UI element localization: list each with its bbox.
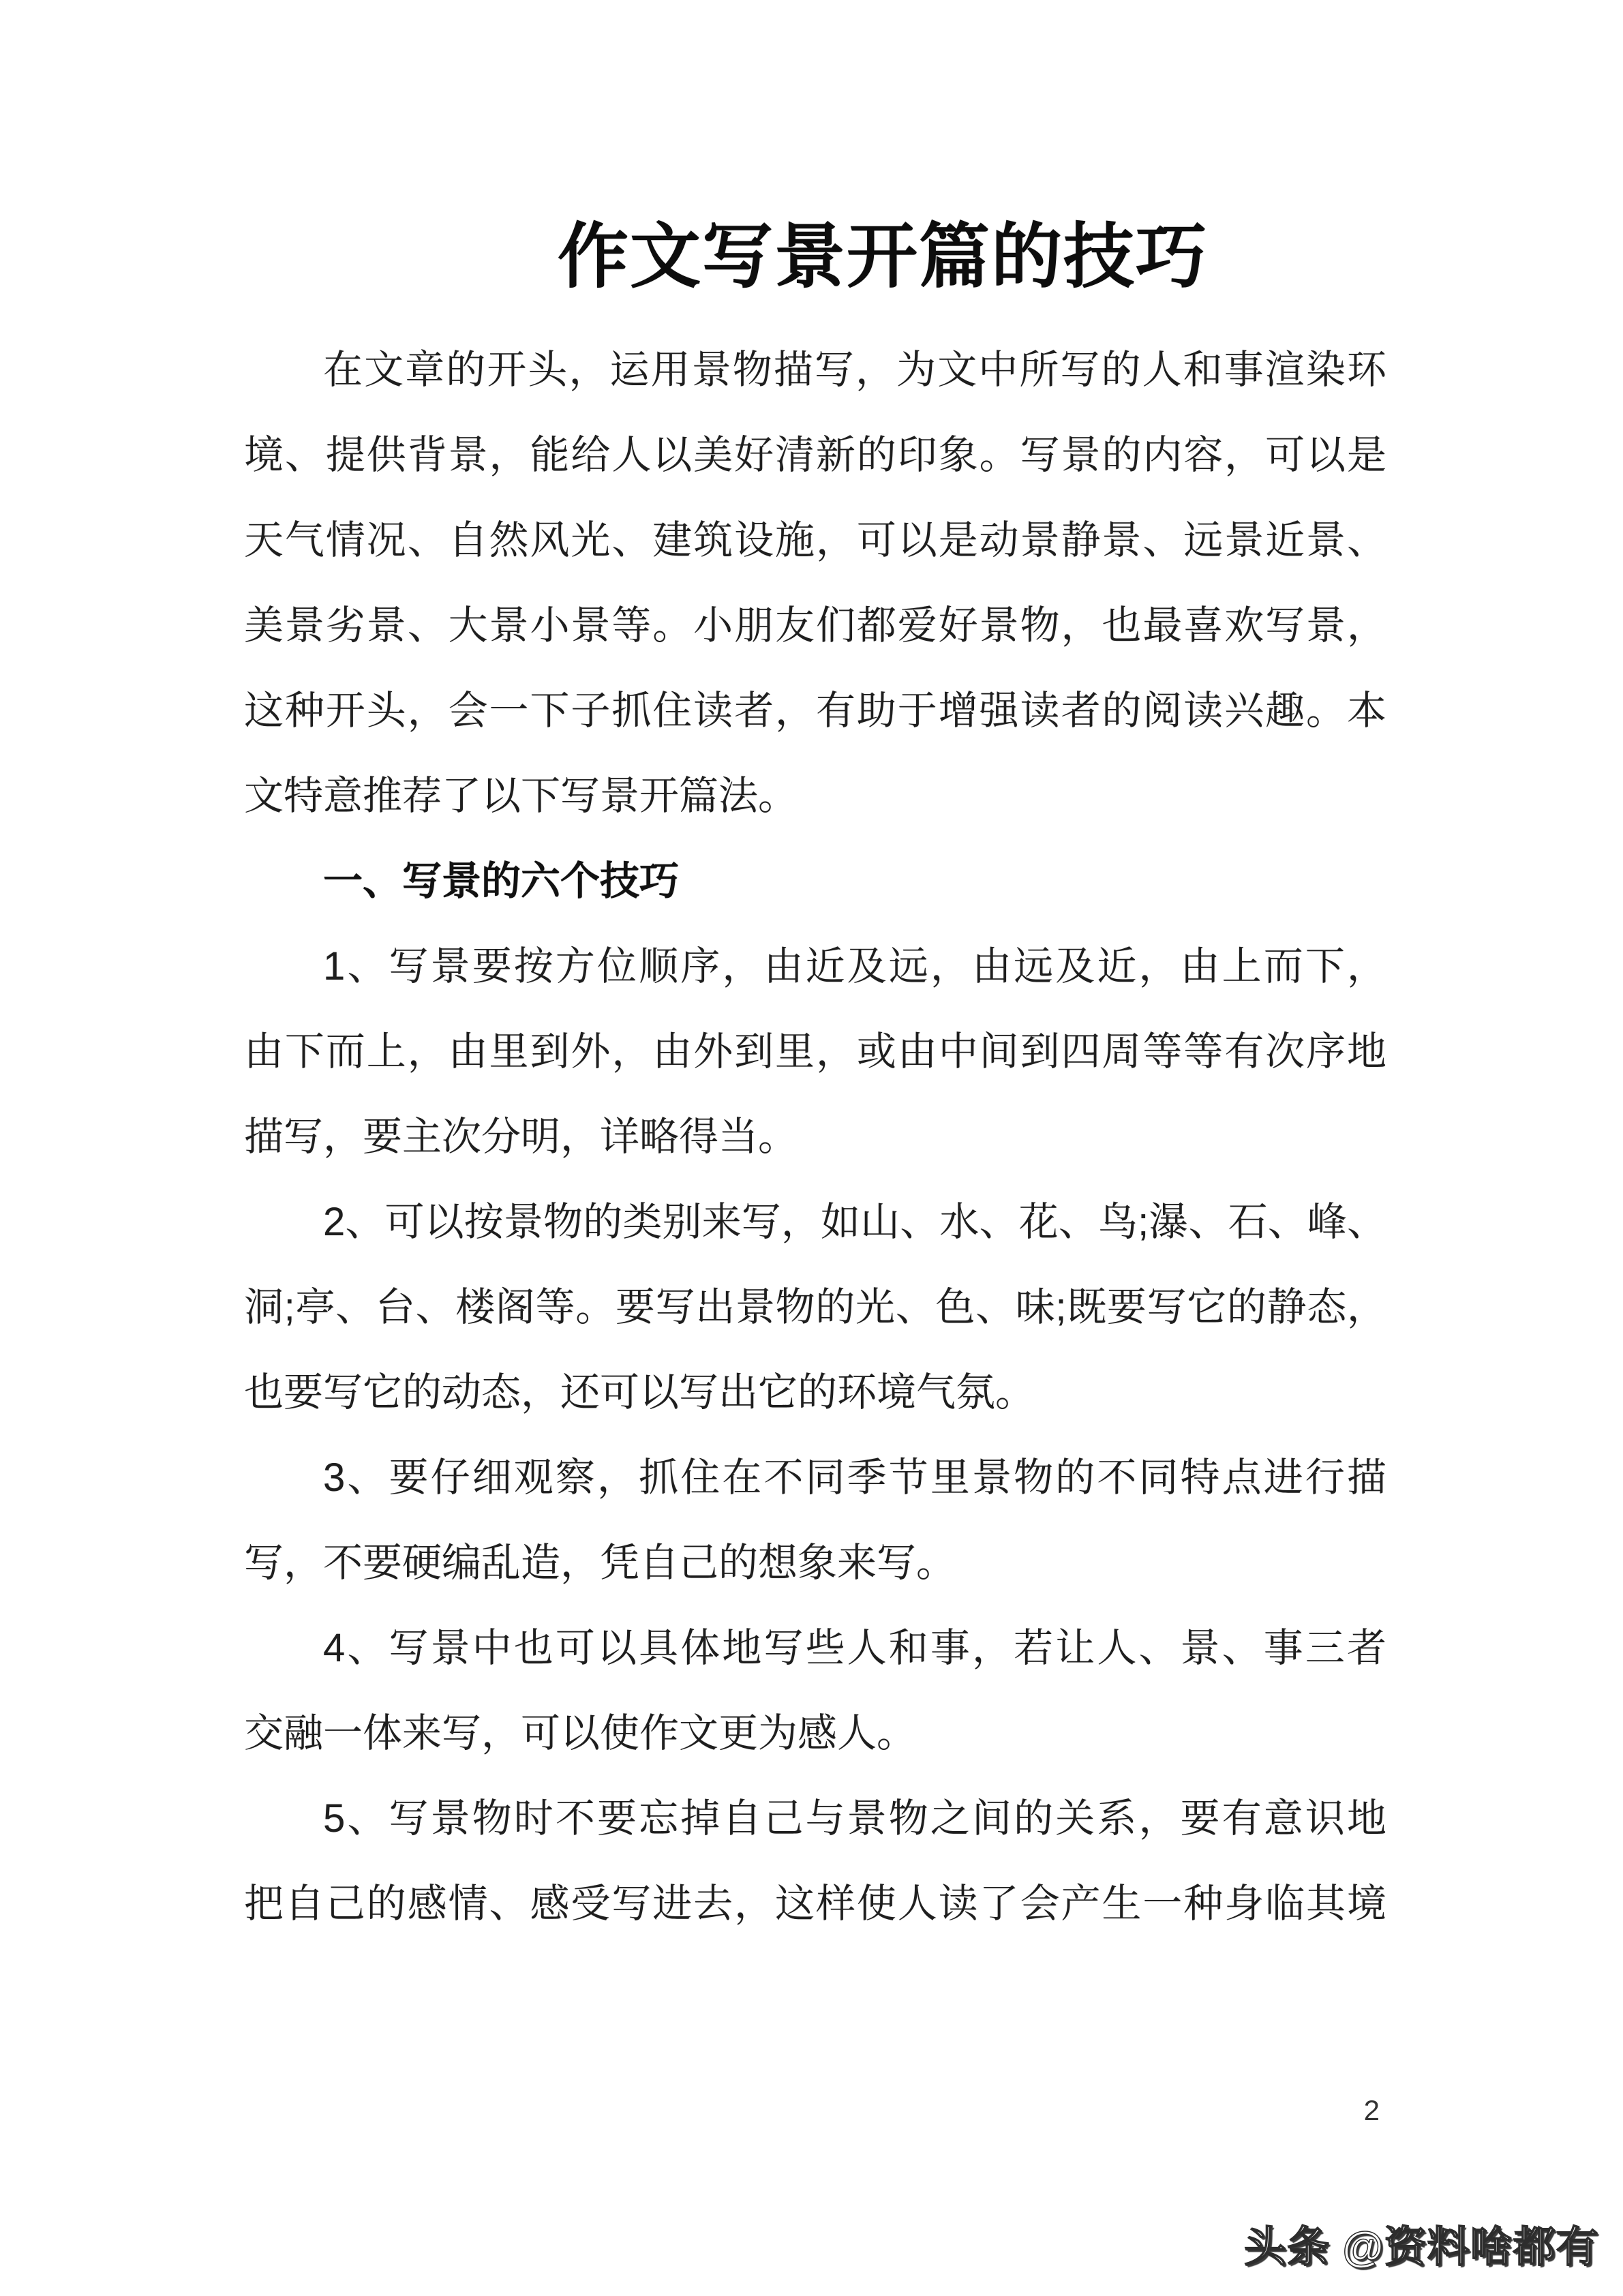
page-number: 2	[1363, 2094, 1380, 2126]
text-line: 1、写景要按方位顺序，由近及远，由远及近，由上而下，	[323, 944, 1386, 988]
text-line: 2、可以按景物的类别来写，如山、水、花、鸟;瀑、石、峰、	[323, 1200, 1386, 1244]
text-line: 描写，要主次分明，详略得当。	[244, 1115, 798, 1159]
section-heading: 一、写景的六个技巧	[323, 859, 680, 903]
text-line: 文特意推荐了以下写景开篇法。	[244, 774, 798, 818]
text-line: 这种开头，会一下子抓住读者，有助于增强读者的阅读兴趣。本	[244, 689, 1386, 733]
text-line: 也要写它的动态，还可以写出它的环境气氛。	[244, 1370, 1035, 1415]
document-body	[244, 327, 1386, 1946]
watermark: 头条 @资料啥都有	[1244, 2224, 1599, 2271]
text-line: 境、提供背景，能给人以美好清新的印象。写景的内容，可以是	[244, 433, 1386, 477]
text-line: 写，不要硬编乱造，凭自己的想象来写。	[244, 1541, 956, 1585]
text-line: 把自己的感情、感受写进去，这样使人读了会产生一种身临其境	[244, 1882, 1386, 1926]
text-line: 由下而上，由里到外，由外到里，或由中间到四周等等有次序地	[244, 1029, 1386, 1074]
text-line: 交融一体来写，可以使作文更为感人。	[244, 1711, 917, 1755]
text-line: 美景劣景、大景小景等。小朋友们都爱好景物，也最喜欢写景，	[244, 603, 1386, 648]
document-title: 作文写景开篇的技巧	[557, 217, 1208, 297]
text-line: 5、写景物时不要忘掉自己与景物之间的关系，要有意识地	[323, 1796, 1386, 1841]
text-line: 洞;亭、台、楼阁等。要写出景物的光、色、味;既要写它的静态，	[244, 1285, 1386, 1329]
text-line: 4、写景中也可以具体地写些人和事，若让人、景、事三者	[323, 1626, 1386, 1670]
text-line: 3、要仔细观察，抓住在不同季节里景物的不同特点进行描	[323, 1455, 1386, 1500]
text-line: 在文章的开头，运用景物描写，为文中所写的人和事渲染环	[323, 348, 1386, 392]
text-line: 天气情况、自然风光、建筑设施，可以是动景静景、远景近景、	[244, 518, 1386, 562]
